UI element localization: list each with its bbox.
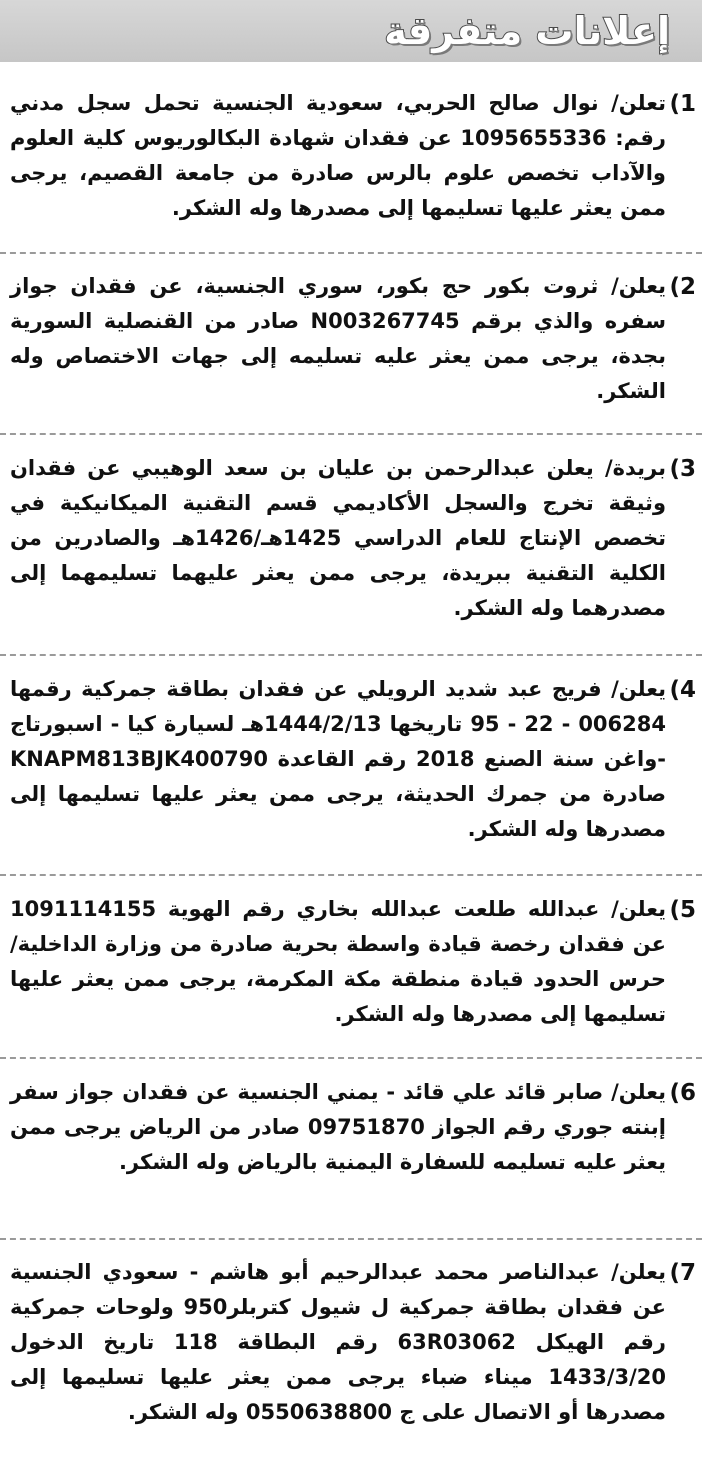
notice-text: يعلن/ فريج عبد شديد الرويلي عن فقدان بطاقة جمركية رقمها 006284 - 22 - 95 تاريخها 1444/2/13هـ لسيارة كيا - اسبورتاج -واغن سنة الصنع 2018 رقم القاعدة KNAPM813BJK400790 صادرة من جمرك الحديثة، يرجى ممن يعثر عليها تسليمها إلى مصدرها وله الشكر. (10, 677, 667, 841)
notice-number: 2) (669, 274, 696, 300)
divider (0, 252, 702, 254)
notice-number: 5) (669, 897, 696, 923)
notice-text: يعلن/ صابر قائد علي قائد - يمني الجنسية عن فقدان جواز سفر إبنته جوري رقم الجواز 09751870 صادر من الرياض يرجى ممن يعثر عليه تسليمه للسفارة اليمنية بالرياض وله الشكر. (10, 1080, 666, 1174)
divider (0, 433, 702, 435)
notice-text: يعلن/ ثروت بكور حج بكور، سوري الجنسية، عن فقدان جواز سفره والذي برقم N003267745 صادر من القنصلية السورية بجدة، يرجى ممن يعثر عليه تسليمه إلى جهات الاختصاص وله الشكر. (10, 274, 666, 403)
notice-text: يعلن/ عبدالناصر محمد عبدالرحيم أبو هاشم - سعودي الجنسية عن فقدان بطاقة جمركية ل شيول كتربلر950 ولوحات جمركية رقم الهيكل 63R03062 رقم البطاقة 118 تاريخ الدخول 1433/3/20 ميناء ضباء يرجى ممن يعثر عليها تسليمها إلى مصدرها أو الاتصال على ج 0550638800 وله الشكر. (10, 1260, 666, 1424)
notice-number: 4) (669, 677, 696, 703)
notice-item-7 (10, 1255, 696, 1430)
notice-item-1 (10, 86, 696, 226)
divider (0, 1238, 702, 1240)
notice-text: يعلن/ عبدالله طلعت عبدالله بخاري رقم الهوية 1091114155 عن فقدان رخصة قيادة واسطة بحرية صادرة من وزارة الداخلية/ حرس الحدود قيادة منطقة مكة المكرمة، يرجى ممن يعثر عليها تسليمها إلى مصدرها وله الشكر. (10, 897, 666, 1026)
divider (0, 654, 702, 656)
notice-item-3 (10, 451, 696, 626)
notice-text: بريدة/ يعلن عبدالرحمن بن عليان بن سعد الوهيبي عن فقدان وثيقة تخرج والسجل الأكاديمي قسم التقنية الميكانيكية في تخصص الإنتاج للعام الدراسي 1425هـ/1426هـ والصادرين من الكلية التقنية ببريدة، يرجى ممن يعثر عليهما تسليمهما إلى مصدرهما وله الشكر. (10, 456, 667, 620)
notice-number: 7) (669, 1260, 696, 1286)
notice-item-4 (10, 672, 696, 847)
notice-item-5 (10, 892, 696, 1032)
notice-number: 1) (669, 91, 696, 117)
divider (0, 874, 702, 876)
notice-number: 6) (669, 1080, 696, 1106)
divider (0, 1057, 702, 1059)
notice-item-2 (10, 269, 696, 409)
section-title: إعلانات متفرقة (384, 9, 670, 53)
notice-number: 3) (669, 456, 696, 482)
section-header (0, 0, 702, 62)
notice-item-6 (10, 1075, 696, 1180)
notice-text: تعلن/ نوال صالح الحربي، سعودية الجنسية تحمل سجل مدني رقم: 1095655336 عن فقدان شهادة البكالوريوس كلية العلوم والآداب تخصص علوم بالرس صادرة من جامعة القصيم، يرجى ممن يعثر عليها تسليمها إلى مصدرها وله الشكر. (10, 91, 666, 220)
